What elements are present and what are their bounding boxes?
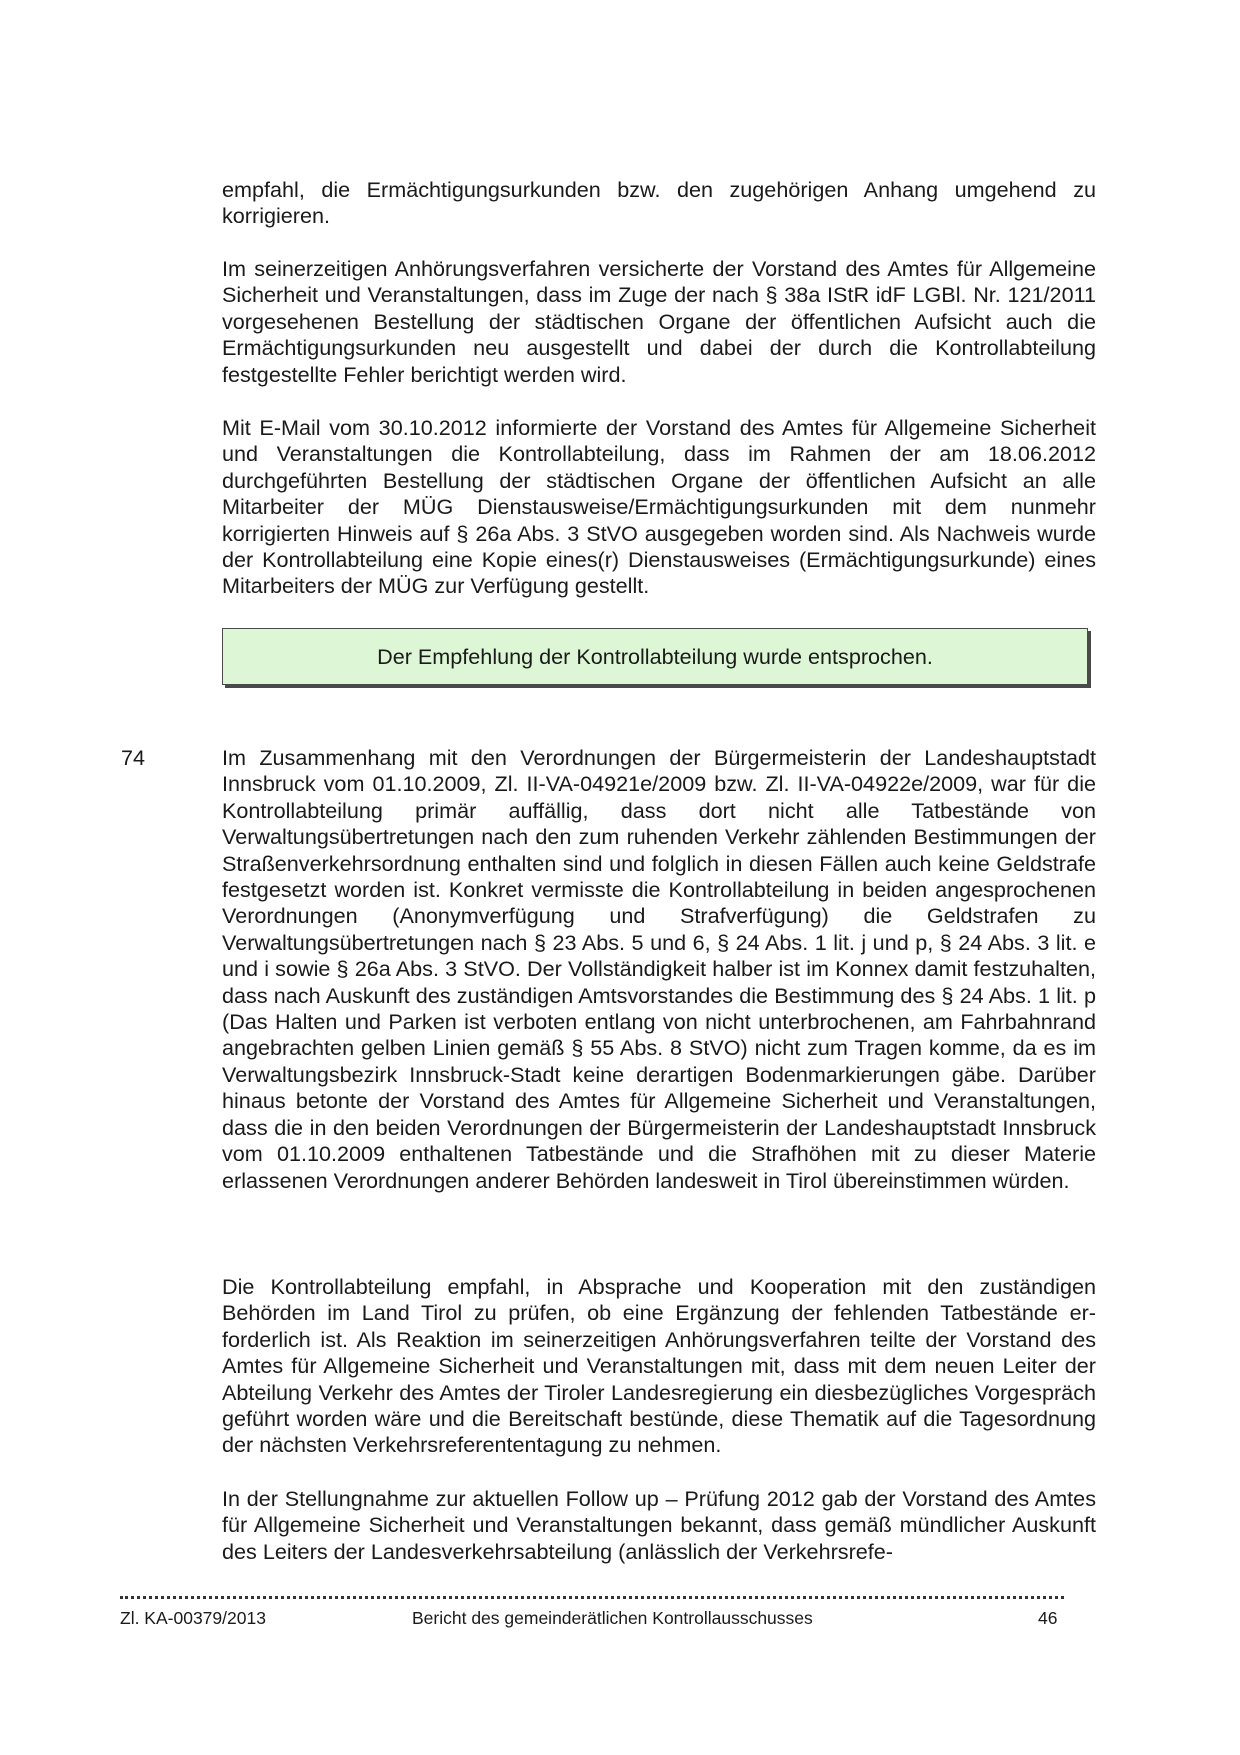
footer-report-title: Bericht des gemeinderätlichen Kontrollausschusses	[412, 1608, 813, 1628]
footer-divider	[120, 1590, 1064, 1599]
paragraph-email-information: Mit E-Mail vom 30.10.2012 informierte der Vorstand des Amtes für Allgemeine Sicherheit und Veranstaltungen die Kontrollabteilung, dass im Rahmen der am 18.06.2012 durchgeführten Bestellung der städtischen Organe der öffentlichen Aufsicht an alle Mitarbeiter der MÜG Dienstausweise/Ermächtigungsurkunden mit dem nunmehr korrigierten Hinweis auf § 26a Abs. 3 StVO ausgegeben worden sind. Als Nachweis wurde der Kontrollabteilung eine Kopie eines(r) Dienstausweises (Ermächtigungsurkunde) eines Mitarbeiters der MÜG zur Verfügung gestellt.	[222, 415, 1096, 599]
paragraph-recommendation-review: Die Kontrollabteilung empfahl, in Absprache und Kooperation mit den zuständigen Behörden im Land Tirol zu prüfen, ob eine Ergänzung der fehlenden Tatbestände erforderlich ist. Als Reaktion im seinerzeitigen Anhörungsverfahren teilte der Vorstand des Amtes für Allgemeine Sicherheit und Veranstaltungen mit, dass mit dem neuen Leiter der Abteilung Verkehr des Amtes der Tiroler Landesregierung ein diesbezügliches Vorgespräch geführt worden wäre und die Bereitschaft bestünde, diese Thematik auf die Tagesordnung der nächsten Verkehrsreferententagung zu nehmen.	[222, 1274, 1096, 1458]
recommendation-status-box	[222, 628, 1088, 685]
page-number: 46	[1038, 1608, 1058, 1628]
paragraph-hearing-procedure: Im seinerzeitigen Anhörungsverfahren versicherte der Vorstand des Amtes für Allgemeine Sicherheit und Veranstaltungen, dass im Zuge der nach § 38a IStR idF LGBl. Nr. 121/2011 vorgesehenen Bestellung der städtischen Organe der öffentlichen Aufsicht auch die Ermächtigungsurkunden neu ausgestellt und dabei der durch die Kontrollabteilung festgestellte Fehler berichtigt werden wird.	[222, 256, 1096, 387]
paragraph-ordinances-findings: Im Zusammenhang mit den Verordnungen der Bürgermeisterin der Landeshauptstadt Innsbruck vom 01.10.2009, Zl. II-VA-04921e/2009 bzw. Zl. II-VA-04922e/2009, war für die Kontrollabteilung primär auffällig, dass dort nicht alle Tatbestände von Verwaltungsübertretungen nach den zum ruhenden Verkehr zählenden Bestimmungen der Straßenverkehrsordnung enthalten sind und folglich in diesen Fällen auch keine Geldstrafe festgesetzt worden ist. Konkret vermisste die Kontrollabteilung in beiden angesprochenen Verordnungen (Anonymverfügung und Strafverfügung) die Geldstrafen zu Verwaltungsübertretungen nach § 23 Abs. 5 und 6, § 24 Abs. 1 lit. j und p, § 24 Abs. 3 lit. e und i sowie § 26a Abs. 3 StVO. Der Vollständigkeit halber ist im Konnex damit festzuhalten, dass nach Auskunft des zuständigen Amtsvorstandes die Bestimmung des § 24 Abs. 1 lit. p (Das Halten und Parken ist verboten entlang von nicht unterbrochenen, am Fahrbahnrand angebrachten gelben Linien gemäß § 55 Abs. 8 StVO) nicht zum Tragen komme, da es im Verwaltungsbezirk Innsbruck-Stadt keine derartigen Bodenmarkierungen gäbe. Darüber hinaus betonte der Vorstand des Amtes für Allgemeine Sicherheit und Veranstaltungen, dass die in den beiden Verordnungen der Bürgermeisterin der Landeshauptstadt Innsbruck vom 01.10.2009 enthaltenen Tatbestände und die Strafhöhen mit zu dieser Materie erlassenen Verordnungen anderer Behörden landesweit in Tirol übereinstimmen würden.	[222, 745, 1096, 1193]
paragraph-follow-up-statement: In der Stellungnahme zur aktuellen Follow up – Prüfung 2012 gab der Vorstand des Amtes für Allgemeine Sicherheit und Veranstaltungen bekannt, dass gemäß mündlicher Auskunft des Leiters der Landesverkehrsabteilung (anlässlich der Verkehrsrefe-	[222, 1486, 1096, 1564]
paragraph-recommendation-end: empfahl, die Ermächtigungsurkunden bzw. den zugehörigen Anhang umgehend zu korrigieren.	[222, 177, 1096, 229]
recommendation-status-text: Der Empfehlung der Kontrollabteilung wurde entsprochen.	[377, 643, 933, 669]
footer-reference: Zl. KA-00379/2013	[120, 1608, 266, 1628]
item-number: 74	[121, 745, 146, 770]
